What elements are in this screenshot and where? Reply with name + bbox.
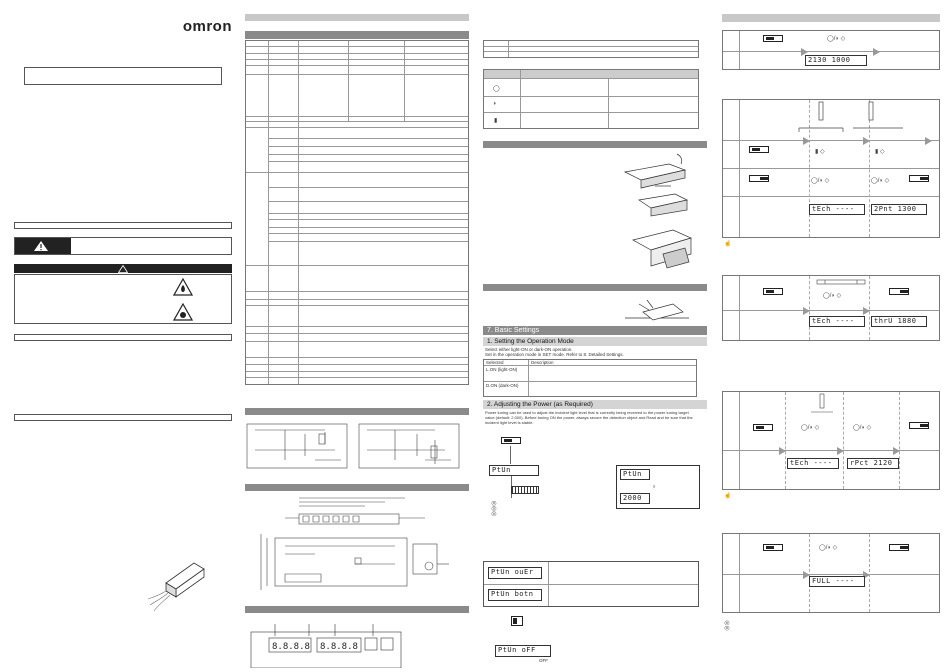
column-4 — [722, 0, 944, 672]
removal-illustration — [623, 294, 693, 324]
panel-3 — [722, 275, 940, 341]
ptun-over-display: PtUn ouEr — [488, 567, 542, 579]
ptun-panel — [616, 465, 700, 509]
flow-arrow-down — [510, 446, 511, 464]
svg-text:8.8.8.8: 8.8.8.8 — [320, 642, 358, 652]
io-circuit-header — [245, 408, 469, 415]
nomenclature-header — [245, 606, 469, 613]
button-press-icons: ◎◎◎ — [491, 500, 498, 517]
mode-switch-2 — [511, 616, 523, 626]
ptun-both-display: PtUn botn — [488, 589, 542, 601]
precautions-header — [14, 334, 232, 341]
safety-header — [14, 222, 232, 229]
column-1 — [10, 0, 236, 672]
panel4-btn-2: ◯/◗ ◇ — [853, 425, 872, 431]
panel2-btn-1: ▮ ◇ — [815, 149, 825, 155]
panel2-switch-2 — [749, 175, 769, 182]
small-table-2 — [483, 69, 699, 129]
panel2-btn-3: ◯/◗ ◇ — [811, 178, 830, 184]
fire-hazard-icon — [173, 278, 193, 296]
warning-triangle-icon — [33, 240, 49, 252]
op-mode-text-1: Select either light-ON or dark-ON operation. — [485, 347, 573, 352]
panel3-object — [811, 278, 871, 288]
panel2-display-b: 2Pnt 1300 — [871, 204, 927, 215]
ptun-options-box — [483, 561, 699, 607]
op-table-header-selected: Selected — [486, 360, 504, 365]
panel3-switch-1 — [763, 288, 783, 295]
panel4-object — [807, 392, 837, 422]
switch-button-icon: ▮ — [494, 118, 498, 124]
warning-label — [15, 238, 71, 254]
op-mode-table — [483, 359, 697, 397]
panel2-display-a: tEch ---- — [809, 204, 865, 215]
panel-4 — [722, 391, 940, 490]
panel1-buttons: ◯/◗ ◇ — [827, 36, 846, 42]
panel4-btn-1: ◯/◗ ◇ — [801, 425, 820, 431]
panel5-display-a: FULL ---- — [809, 576, 865, 587]
round-button-icon: ◯ — [493, 86, 500, 92]
panel-2 — [722, 99, 940, 238]
caution-box — [14, 274, 232, 324]
panel1-display: 2130 1000 — [805, 55, 867, 66]
panel5-switch-1 — [763, 544, 783, 551]
omron-logo: omron — [182, 18, 232, 35]
power-text-3: incident light level is stable. — [485, 420, 534, 425]
ptun-off-display: PtUn oFF — [495, 645, 551, 657]
removal-header — [483, 284, 707, 291]
power-text-2: value (default: 2,000). Before tuning ON the power, always secure the detection object and Read and be sure that the — [485, 415, 693, 420]
setting-operation-mode-title: 1. Setting the Operation Mode — [483, 337, 707, 346]
panel5-btn: ◯/◗ ◇ — [819, 545, 838, 551]
laser-hazard-icon — [173, 303, 193, 321]
panel2-btn-4: ◯/◗ ◇ — [871, 178, 890, 184]
panel3-btn: ◯/◗ ◇ — [823, 293, 842, 299]
hand-pointer-icon-2: ☝ — [724, 493, 732, 499]
specs-table — [245, 40, 469, 385]
op-table-row-don: D.ON (dark-ON) — [486, 383, 519, 388]
half-round-button-icon: ◗ — [493, 101, 497, 107]
small-table-1 — [483, 40, 699, 58]
panel5-switch-2 — [889, 544, 909, 551]
hand-pointer-icon: ☝ — [724, 241, 732, 247]
adjusting-power-title: 2. Adjusting the Power (as Required) — [483, 400, 707, 409]
io-circuit-diagrams — [245, 420, 469, 472]
op-table-row-lon: L.ON (light-ON) — [486, 367, 518, 372]
op-mode-text-2: Set in the operation mode in SET mode. Refer to 8. Detailed Settings. — [485, 352, 624, 357]
panel2-btn-2: ▮ ◇ — [875, 149, 885, 155]
col2-top-header — [245, 14, 469, 21]
panel4-switch-1 — [753, 424, 773, 431]
panel4-display-b: rPct 2120 — [847, 458, 899, 469]
ptun-panel-top: PtUn — [620, 469, 650, 480]
panel3-display-b: thrU 1880 — [871, 316, 927, 327]
col4-top-header — [722, 14, 940, 22]
warning-row — [14, 237, 232, 255]
panel1-switch — [763, 35, 783, 42]
caution-bar — [14, 264, 232, 273]
panel2-switch-1 — [749, 146, 769, 153]
panel2-object-diagram — [723, 100, 939, 140]
specs-header — [245, 31, 469, 39]
product-illustration — [146, 555, 216, 615]
dimensions-header — [245, 484, 469, 491]
panel4-display-a: tEch ---- — [787, 458, 839, 469]
dimensions-drawing — [245, 494, 469, 602]
column-3 — [483, 0, 709, 672]
panel3-display-a: tEch ---- — [809, 316, 865, 327]
mounting-illustration — [615, 150, 705, 280]
panel4-switch-2 — [909, 422, 929, 429]
off-label: OFF — [539, 658, 548, 663]
panel-5 — [722, 533, 940, 613]
column-2 — [245, 0, 471, 672]
front-panel-drawing — [245, 618, 469, 668]
panel-diamond: ◊ — [653, 484, 656, 489]
mode-switch — [501, 437, 521, 444]
power-text-1: Power tuning can be used to adjust the incident light level that is currently being received to the power tuning target — [485, 410, 689, 415]
op-table-header-description: Description — [531, 360, 554, 365]
button-press-icons-2: ◎◎ — [724, 620, 731, 631]
ptun-panel-bottom: 2000 — [620, 493, 650, 504]
svg-text:8.8.8.8: 8.8.8.8 — [272, 642, 310, 652]
level-bar-display — [511, 486, 539, 494]
panel3-switch-2 — [889, 288, 909, 295]
section-7-title: 7. Basic Settings — [483, 326, 707, 335]
title-box — [24, 67, 222, 85]
panel-1 — [722, 30, 940, 70]
mounting-header — [483, 141, 707, 148]
notice-header — [14, 414, 232, 421]
warning-triangle-icon-small — [118, 265, 128, 273]
panel2-switch-3 — [909, 175, 929, 182]
ptun-display: PtUn — [489, 465, 539, 476]
